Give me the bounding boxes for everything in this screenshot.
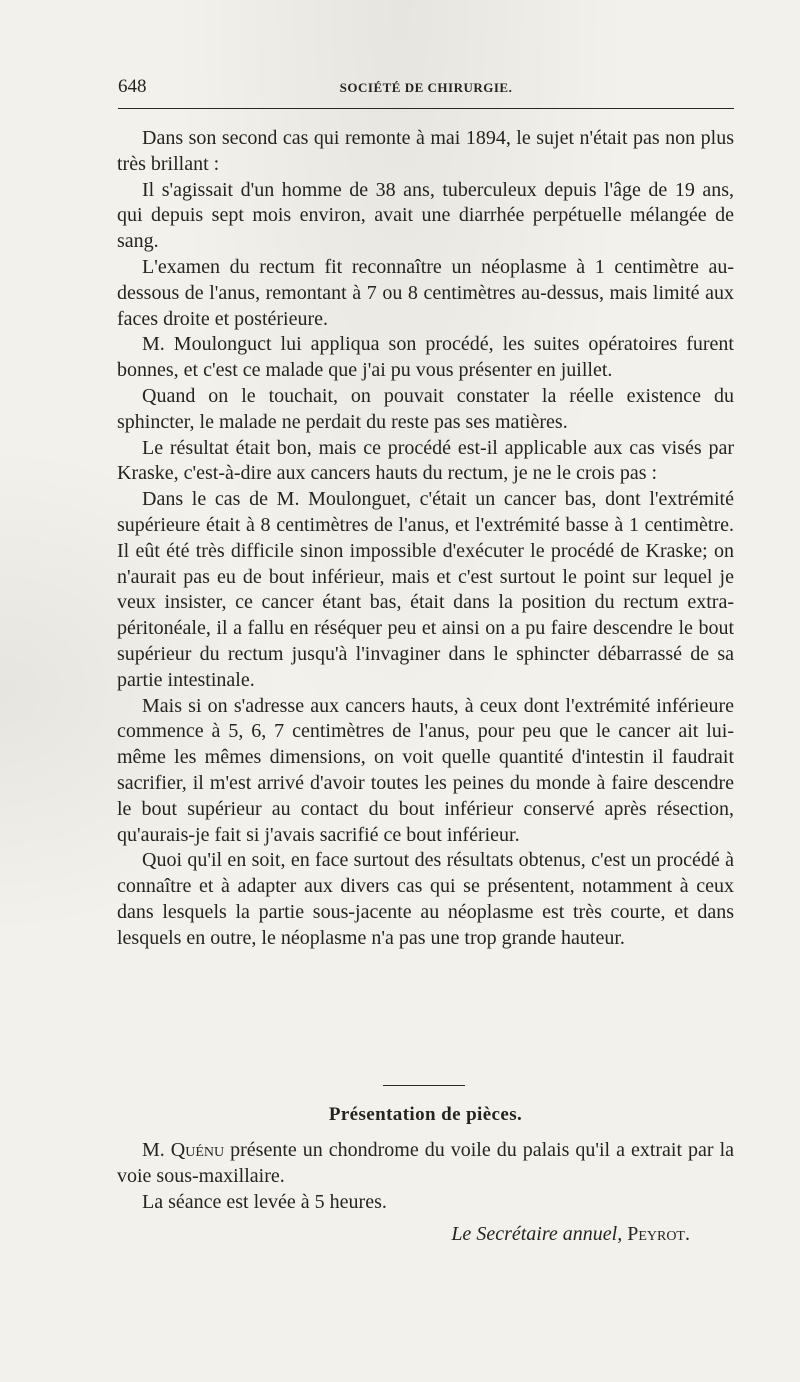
page-number: 648 (118, 76, 147, 97)
paragraph: Dans son second cas qui remonte à mai 1894, le sujet n'était pas non plus très brillant : (117, 127, 734, 175)
presenter-prefix: M. (142, 1139, 165, 1161)
closing-paragraph: La séance est levée à 5 heures. (142, 1191, 387, 1213)
presentation-paragraph (117, 1137, 734, 1189)
paragraph: Le résultat était bon, mais ce procédé est-il applicable aux cas visés par Kraske, c'est-à-dire aux cancers hauts du rectum, je ne le crois pas : (117, 436, 734, 485)
paragraph: Mais si on s'adresse aux cancers hauts, à ceux dont l'extrémité inférieure commence à 5, 6, 7 centimètres de l'anus, pour peu que le cancer ait lui-même les mêmes dimensions, on voit quelle quantité d'intestin il faudrait sacrifier, il m'est arrivé d'avoir toutes les peines du monde à faire descendre le bout supérieur au contact du bout inférieur conservé après résection, qu'aurais-je fait si j'avais sacrifié ce bout inférieur. (117, 694, 734, 846)
signature-role: Le Secrétaire annuel, (451, 1223, 623, 1245)
running-head (118, 76, 734, 100)
presenter-name: Quénu (170, 1139, 225, 1161)
section-text (117, 1137, 734, 1215)
running-title: SOCIÉTÉ DE CHIRURGIE. (339, 80, 513, 95)
section-separator (383, 1085, 465, 1086)
header-rule (118, 108, 734, 109)
signature-name: Peyrot. (627, 1223, 690, 1245)
presentation-text: présente un chondrome du voile du palais qu'il a extrait par la voie sous-maxillaire. (117, 1139, 735, 1187)
signature (117, 1223, 690, 1246)
paragraph: Il s'agissait d'un homme de 38 ans, tuberculeux depuis l'âge de 19 ans, qui depuis sept mois environ, avait une diarrhée perpétuelle mélangée de sang. (117, 178, 734, 253)
body-text (117, 126, 734, 952)
paragraph: Dans le cas de M. Moulonguet, c'était un cancer bas, dont l'extrémité supérieure était à 8 centimètres de l'anus, et l'extrémité basse à 1 centimètre. Il eût été très difficile sinon impossible d'exécuter le procédé de Kraske; on n'aurait pas eu de bout inférieur, mais et c'est surtout le point sur lequel je veux insister, ce cancer étant bas, était dans la position du rectum extra-péritonéale, il a fallu en réséquer peu et ainsi on a pu faire descendre le bout supérieur du rectum jusqu'à l'invaginer dans le sphincter débarrassé de sa partie intestinale. (117, 488, 734, 691)
paragraph: Quand on le touchait, on pouvait constater la réelle existence du sphincter, le malade ne perdait du reste pas ses matières. (117, 384, 734, 433)
paragraph: L'examen du rectum fit reconnaître un néoplasme à 1 centimètre au-dessous de l'anus, remontant à 7 ou 8 centimètres au-dessus, mais limité aux faces droite et postérieure. (117, 255, 734, 330)
section-heading: Présentation de pièces. (328, 1104, 523, 1125)
paragraph: M. Moulonguct lui appliqua son procédé, les suites opératoires furent bonnes, et c'est ce malade que j'ai pu vous présenter en juillet. (117, 333, 734, 382)
paragraph: Quoi qu'il en soit, en face surtout des résultats obtenus, c'est un procédé à connaître et à adapter aux divers cas qui se présentent, notamment à ceux dans lesquels la partie sous-jacente au néoplasme est très courte, et dans lesquels en outre, le néoplasme n'a pas une trop grande hauteur. (117, 849, 734, 949)
